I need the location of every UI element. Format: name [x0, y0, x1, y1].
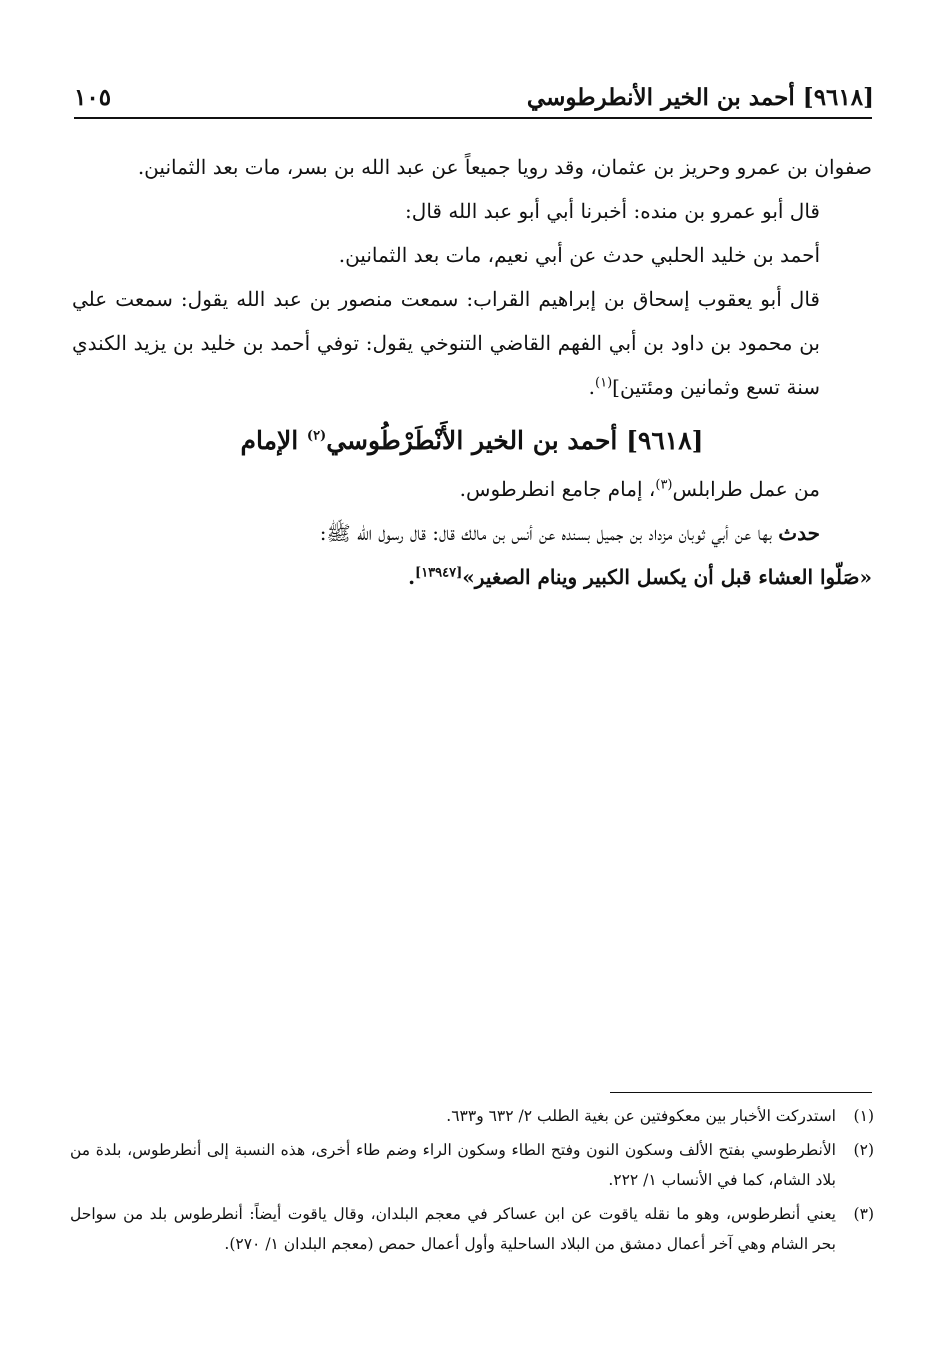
footnote-number: (٢) [853, 1141, 874, 1159]
footnote-ref-2: (٢) [306, 428, 327, 444]
paragraph-4-text: قال أبو يعقوب إسحاق بن إبراهيم القراب: سمعت منصور بن عبد الله يقول: سمعت علي بن محمود بن داود بن أبي الفهم القاضي التنوخي يقول: توفي أحمد بن خليد بن يزيد الكندي سنة تسع وثمانين ومئتين] [72, 287, 820, 399]
narration-text: بها عن أبي ثوبان مزداد بن جميل بسنده عن أنس بن مالك قال: قال رسول الله ﷺ: [319, 521, 779, 545]
footnote-ref-1: (١) [595, 375, 613, 391]
footnote-text: الأنطرطوسي بفتح الألف وسكون النون وفتح الطاء وسكون الراء وضم طاء أخرى، هذه النسبة إلى أنطرطوس، بلدة من بلاد الشام، كما في الأنساب ١/ ٢٢٢. [70, 1141, 836, 1189]
footnote-ref-3: (٣) [655, 477, 673, 493]
footnote-number: (١) [853, 1107, 874, 1125]
hadith-reference: [١٣٩٤٧] [415, 565, 463, 581]
footnote-3 [70, 1199, 874, 1259]
entry-heading-title: [٩٦١٨] أحمد بن الخير الأَنْطَرْطُوسي [326, 426, 704, 455]
footnotes [70, 1101, 874, 1263]
footnote-number: (٣) [853, 1205, 874, 1223]
footnote-text: استدركت الأخبار بين معكوفتين عن بغية الطلب ٢/ ٦٣٢ و٦٣٣. [446, 1107, 836, 1125]
narration-lead: حدث [778, 521, 820, 545]
hadith-text: «صَلّوا العشاء قبل أن يكسل الكبير وينام الصغير» [462, 565, 872, 589]
paragraph-origin [72, 467, 872, 511]
hadith-quote [72, 555, 872, 599]
hadith-end: . [408, 565, 416, 589]
page-number: ١٠٥ [74, 84, 112, 111]
origin-text-b: ، إمام جامع انطرطوس. [459, 477, 656, 501]
entry-heading [72, 417, 872, 465]
main-text [72, 145, 872, 599]
header-divider [74, 117, 872, 119]
paragraph-2: قال أبو عمرو بن منده: أخبرنا أبي أبو عبد الله قال: [405, 199, 820, 223]
running-header-title: [٩٦١٨] أحمد بن الخير الأنطرطوسي [526, 84, 874, 111]
paragraph-1: صفوان بن عمرو وحريز بن عثمان، وقد رويا جميعاً عن عبد الله بن بسر، مات بعد الثمانين. [137, 155, 872, 179]
footnote-text: يعني أنطرطوس، وهو ما نقله ياقوت عن ابن عساكر في معجم البلدان، وقال ياقوت أيضاً: أنطرطوس بلد من سواحل بحر الشام وهي آخر أعمال دمشق من البلاد الساحلية وأول أعمال حمص (معجم البلدان ١/ ٢٧٠). [70, 1205, 836, 1253]
paragraph-4-end: . [588, 375, 595, 399]
origin-text-a: من عمل طرابلس [672, 477, 820, 501]
footnote-1 [70, 1101, 874, 1131]
paragraph-3: أحمد بن خليد الحلبي حدث عن أبي نعيم، مات بعد الثمانين. [338, 243, 820, 267]
footnote-divider [610, 1092, 872, 1093]
footnote-2 [70, 1135, 874, 1195]
paragraph-narration [72, 511, 872, 555]
entry-heading-end: الإمام [240, 426, 307, 455]
paragraph-4 [72, 277, 872, 409]
